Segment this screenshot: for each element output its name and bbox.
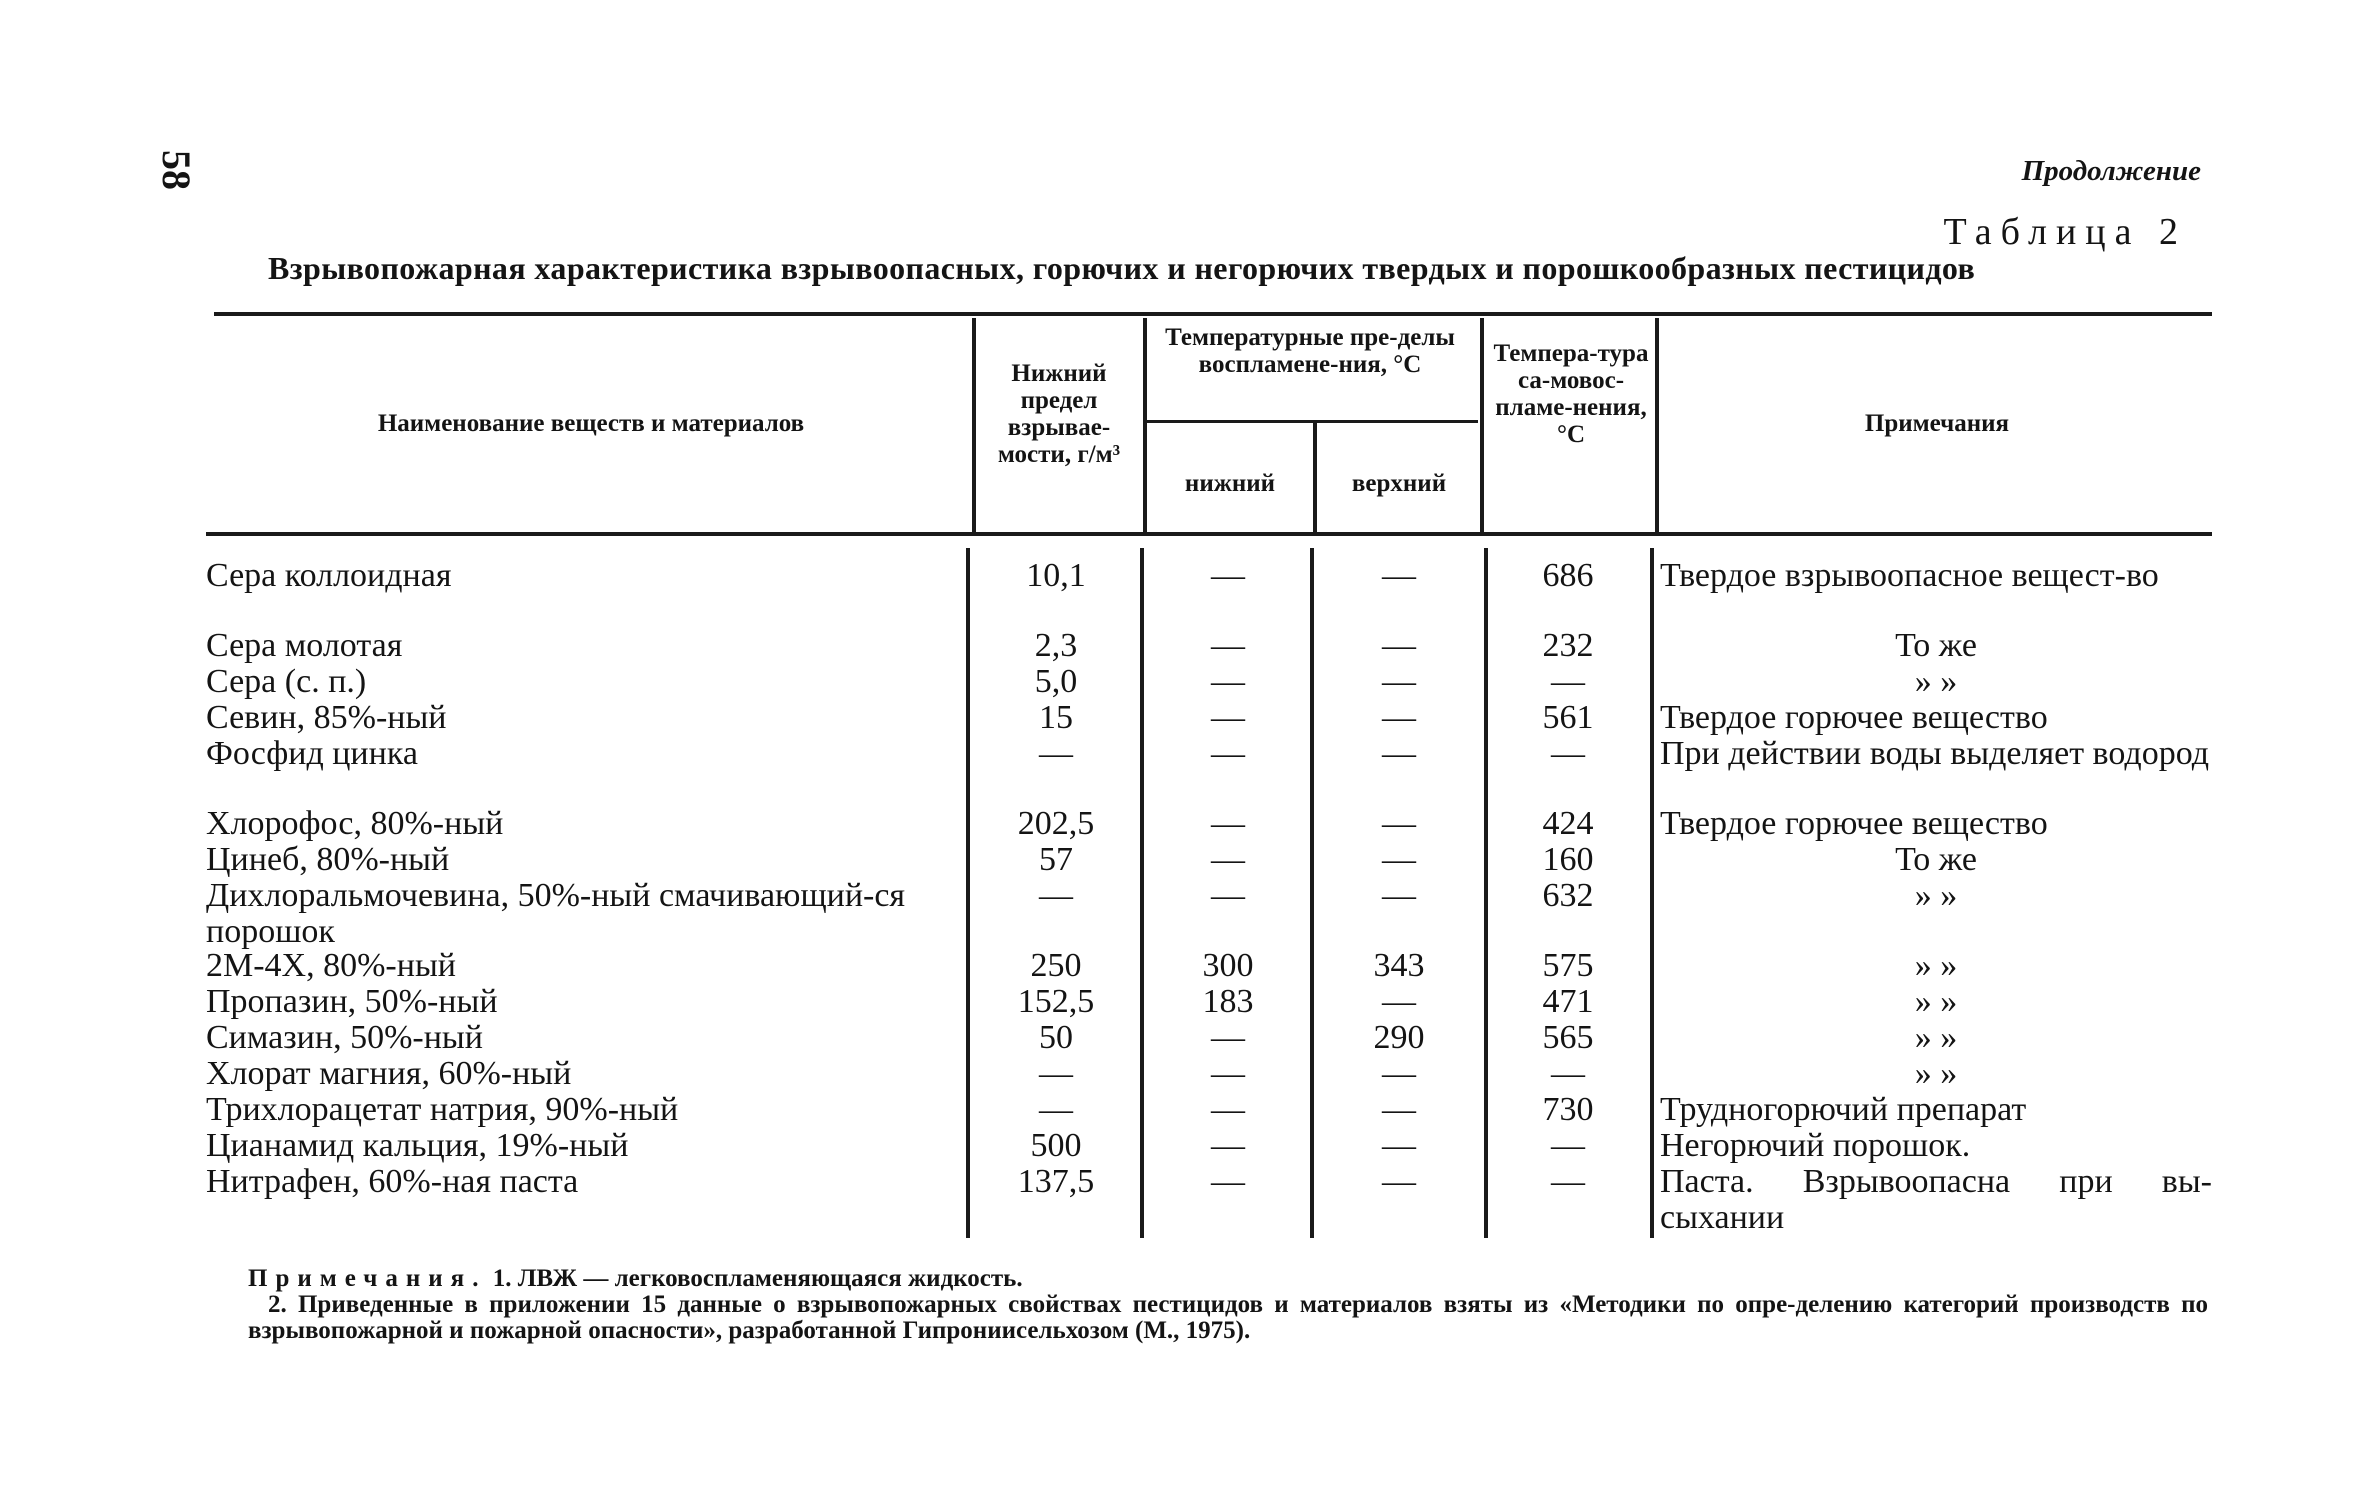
header-autoignition: Темпера-тура са-мовос-пламе-нения, °С [1493,340,1649,448]
cell-limit: 10,1 [1026,557,1086,594]
cell-high: — [1382,627,1416,664]
column-divider-2 [1143,318,1147,532]
cell-note: » » [1914,1019,1958,1056]
cell-low: — [1211,1055,1245,1092]
cell-low: 183 [1202,983,1254,1020]
cell-high: — [1382,841,1416,878]
cell-high: 343 [1373,947,1425,984]
column-divider-1 [972,318,976,532]
cell-auto: 424 [1542,805,1594,842]
cell-high: — [1382,699,1416,736]
cell-auto: — [1551,663,1585,700]
column-divider-3 [1313,422,1317,532]
table-title: Взрывопожарная характеристика взрывоопасных, горючих и негорючих твердых и порошкообразных пестицидов [268,250,1976,286]
cell-high: — [1382,877,1416,914]
cell-limit: 5,0 [1034,663,1078,700]
cell-low: — [1211,841,1245,878]
column-divider-4 [1480,318,1484,532]
cell-name: Дихлоральмочевина, 50%-ный смачивающий-ся порошок [206,877,906,950]
cell-low: — [1211,805,1245,842]
cell-note: Твердое горючее вещество [1660,699,2048,736]
cell-note: Негорючий порошок. [1660,1127,1971,1164]
table-number: Таблица 2 [1943,211,2187,253]
page-number: 58 [154,150,199,190]
cell-name: Хлорофос, 80%-ный [206,805,504,842]
temp-subheader-rule [1146,420,1478,423]
header-notes: Примечания [1864,410,2010,437]
header-temp-limits: Температурные пре-делы воспламене-ния, °С [1165,324,1455,378]
cell-note: При действии воды выделяет водород [1660,735,2210,772]
cell-name: Нитрафен, 60%-ная паста [206,1163,579,1200]
cell-name: Сера молотая [206,627,403,664]
cell-low: — [1211,1163,1245,1200]
cell-note: Трудногорючий препарат [1660,1091,2027,1128]
cell-low: — [1211,663,1245,700]
cell-auto: — [1551,1055,1585,1092]
cell-auto: 686 [1542,557,1594,594]
cell-auto: 160 [1542,841,1594,878]
body-divider-1 [966,548,970,1238]
cell-high: — [1382,735,1416,772]
cell-note: » » [1914,663,1958,700]
body-divider-3 [1310,548,1314,1238]
cell-auto: — [1551,735,1585,772]
cell-name: Цинеб, 80%-ный [206,841,450,878]
cell-note: То же [1895,841,1977,878]
cell-high: — [1382,663,1416,700]
cell-limit: 152,5 [1017,983,1095,1020]
cell-limit: — [1039,877,1073,914]
cell-auto: — [1551,1163,1585,1200]
footnote-1: 1. ЛВЖ — легковоспламеняющаяся жидкость. [492,1265,1023,1292]
body-divider-5 [1650,548,1654,1238]
cell-low: — [1211,735,1245,772]
cell-name: Цианамид кальция, 19%-ный [206,1127,629,1164]
cell-limit: 50 [1039,1019,1073,1056]
cell-high: — [1382,557,1416,594]
cell-high: — [1382,1091,1416,1128]
cell-auto: 730 [1542,1091,1594,1128]
cell-limit: — [1039,735,1073,772]
cell-note: » » [1914,877,1958,914]
cell-low: — [1211,557,1245,594]
cell-name: Хлорат магния, 60%-ный [206,1055,572,1092]
cell-limit: 137,5 [1017,1163,1095,1200]
body-divider-4 [1484,548,1488,1238]
cell-auto: 232 [1542,627,1594,664]
footnote-line-1 [248,1266,2208,1292]
cell-limit: 202,5 [1017,805,1095,842]
cell-limit: 57 [1039,841,1073,878]
cell-low: — [1211,1091,1245,1128]
footnotes [248,1266,2208,1344]
header-temp-upper: верхний [1351,470,1447,497]
cell-auto: 565 [1542,1019,1594,1056]
cell-name: 2М-4Х, 80%-ный [206,947,456,984]
cell-limit: — [1039,1055,1073,1092]
cell-limit: 500 [1030,1127,1082,1164]
footnote-2: 2. Приведенные в приложении 15 данные о взрывопожарных свойствах пестицидов и материалов взяты из «Методики по опре-делению категорий производств по взрывопожарной и пожарной опасности», разработанной Гипрониисельхозом (М., 1975). [248,1291,2208,1344]
cell-note: Паста. Взрывоопасна при вы-сыхании [1660,1163,2212,1236]
cell-high: — [1382,805,1416,842]
cell-high: 290 [1373,1019,1425,1056]
cell-high: — [1382,1127,1416,1164]
cell-name: Севин, 85%-ный [206,699,447,736]
cell-note: Твердое взрывоопасное вещест-во [1660,557,2159,594]
header-temp-lower: нижний [1184,470,1276,497]
cell-limit: 15 [1039,699,1073,736]
cell-name: Симазин, 50%-ный [206,1019,483,1056]
cell-low: 300 [1202,947,1254,984]
cell-low: — [1211,1127,1245,1164]
cell-name: Сера коллоидная [206,557,452,594]
cell-low: — [1211,877,1245,914]
cell-auto: 471 [1542,983,1594,1020]
cell-high: — [1382,983,1416,1020]
cell-name: Фосфид цинка [206,735,418,772]
column-divider-5 [1655,318,1659,532]
cell-low: — [1211,699,1245,736]
continuation-label: Продолжение [2021,155,2201,187]
cell-auto: 632 [1542,877,1594,914]
cell-limit: 2,3 [1034,627,1078,664]
cell-note: » » [1914,983,1958,1020]
cell-note: То же [1895,627,1977,664]
cell-name: Сера (с. п.) [206,663,367,700]
cell-auto: 575 [1542,947,1594,984]
table-top-rule [214,312,2212,316]
cell-auto: — [1551,1127,1585,1164]
cell-note: Твердое горючее вещество [1660,805,2048,842]
cell-low: — [1211,1019,1245,1056]
cell-high: — [1382,1163,1416,1200]
header-lower-limit: Нижний предел взрывае-мости, г/м³ [997,360,1121,468]
cell-name: Трихлорацетат натрия, 90%-ный [206,1091,679,1128]
cell-note: » » [1914,1055,1958,1092]
cell-limit: — [1039,1091,1073,1128]
cell-high: — [1382,1055,1416,1092]
header-name: Наименование веществ и материалов [377,410,805,437]
body-divider-2 [1140,548,1144,1238]
footnote-label: Примечания. [248,1265,487,1292]
cell-low: — [1211,627,1245,664]
cell-limit: 250 [1030,947,1082,984]
header-bottom-rule [206,532,2212,536]
cell-name: Пропазин, 50%-ный [206,983,498,1020]
cell-note: » » [1914,947,1958,984]
cell-auto: 561 [1542,699,1594,736]
